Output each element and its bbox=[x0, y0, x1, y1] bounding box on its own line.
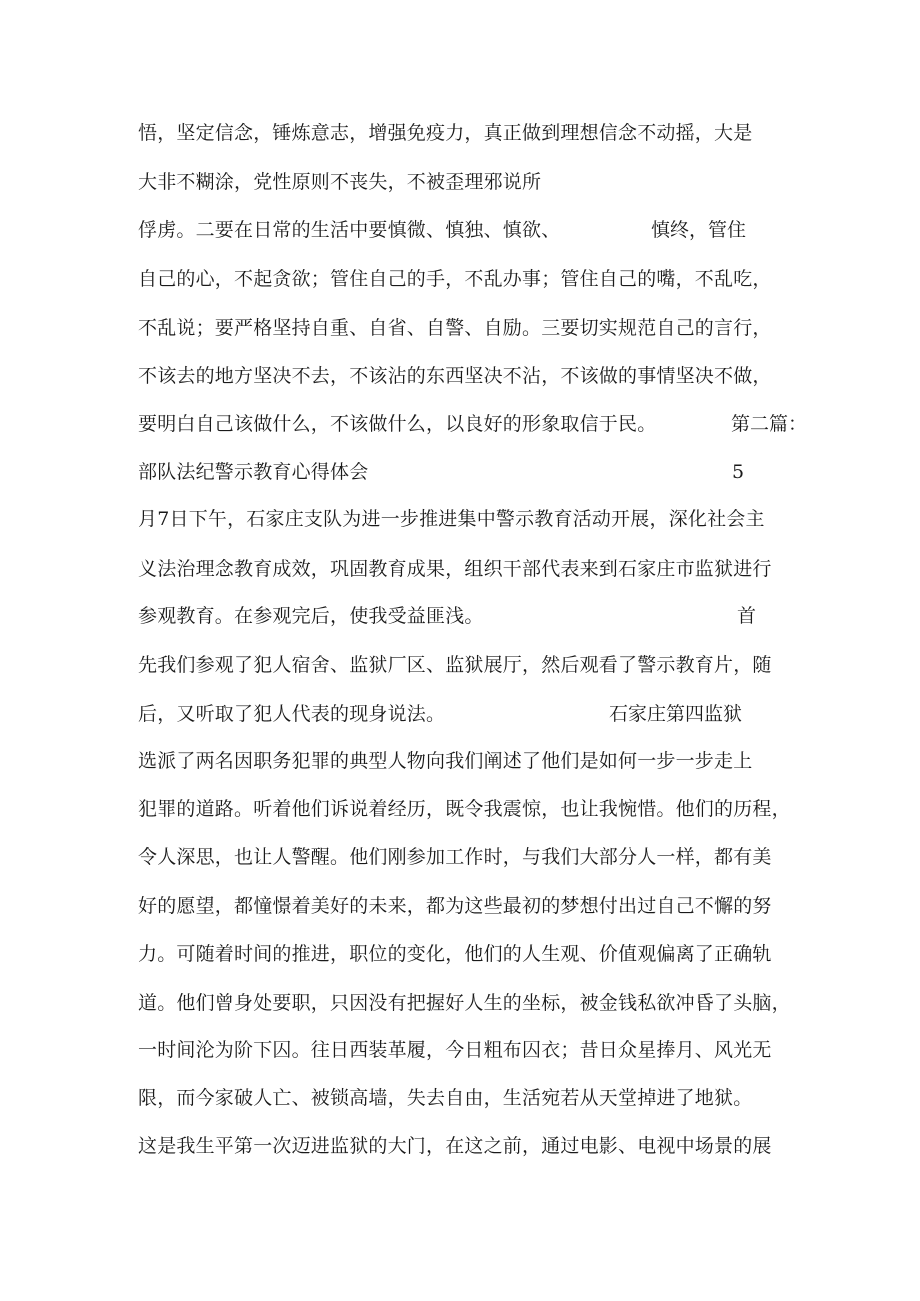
text-line-3-tail: 慎终，管住 bbox=[651, 219, 747, 241]
text-line-3: 俘虏。二要在日常的生活中要慎微、慎独、慎欲、 bbox=[138, 219, 561, 241]
text-line-5: 不乱说；要严格坚持自重、自省、自警、自励。三要切实规范自己的言行， bbox=[138, 317, 772, 339]
section-heading-label: 第二篇： bbox=[731, 413, 808, 435]
text-line-7: 要明白自己该做什么，不该做什么，以良好的形象取信于民。 bbox=[138, 413, 657, 435]
text-line-13-tail: 石家庄第四监狱 bbox=[609, 703, 743, 725]
text-line-11: 参观教育。在参观完后，使我受益匪浅。 bbox=[138, 605, 484, 627]
text-line-10: 义法治理念教育成效，巩固教育成果，组织干部代表来到石家庄市监狱进行 bbox=[138, 558, 772, 580]
section-title: 部队法纪警示教育心得体会 bbox=[138, 461, 369, 483]
text-line-18: 力。可随着时间的推进，职位的变化，他们的人生观、价值观偏离了正确轨 bbox=[138, 943, 772, 965]
text-line-16: 令人深思，也让人警醒。他们刚参加工作时，与我们大部分人一样，都有美 bbox=[138, 846, 772, 868]
text-line-4: 自己的心，不起贪欲；管住自己的手，不乱办事；管住自己的嘴，不乱吃， bbox=[138, 268, 772, 290]
date-month-number: 5 bbox=[732, 461, 745, 483]
text-line-22: 这是我生平第一次迈进监狱的大门，在这之前，通过电影、电视中场景的展 bbox=[138, 1135, 772, 1157]
text-line-20: 一时间沦为阶下囚。往日西装革履，今日粗布囚衣；昔日众星捧月、风光无 bbox=[138, 1039, 772, 1061]
text-line-19: 道。他们曾身处要职，只因没有把握好人生的坐标，被金钱私欲冲昏了头脑， bbox=[138, 992, 791, 1014]
text-line-15: 犯罪的道路。听着他们诉说着经历，既令我震惊，也让我惋惜。他们的历程， bbox=[138, 798, 791, 820]
text-line-1: 悟，坚定信念，锤炼意志，增强免疫力，真正做到理想信念不动摇，大是 bbox=[138, 122, 753, 144]
text-line-12: 先我们参观了犯人宿舍、监狱厂区、监狱展厅，然后观看了警示教育片，随 bbox=[138, 654, 772, 676]
text-line-13: 后，又听取了犯人代表的现身说法。 bbox=[138, 703, 446, 725]
text-line-6: 不该去的地方坚决不去，不该沾的东西坚决不沾，不该做的事情坚决不做， bbox=[138, 365, 772, 387]
text-line-11-tail: 首 bbox=[737, 605, 757, 627]
text-line-2: 大非不糊涂，党性原则不丧失，不被歪理邪说所 bbox=[138, 171, 542, 193]
text-line-9: 月7日下午，石家庄支队为进一步推进集中警示教育活动开展，深化社会主 bbox=[138, 508, 765, 530]
text-line-17: 好的愿望，都憧憬着美好的未来，都为这些最初的梦想付出过自己不懈的努 bbox=[138, 895, 772, 917]
text-line-14: 选派了两名因职务犯罪的典型人物向我们阐述了他们是如何一步一步走上 bbox=[138, 750, 753, 772]
text-line-21: 限，而今家破人亡、被锁高墙，失去自由，生活宛若从天堂掉进了地狱。 bbox=[138, 1087, 753, 1109]
